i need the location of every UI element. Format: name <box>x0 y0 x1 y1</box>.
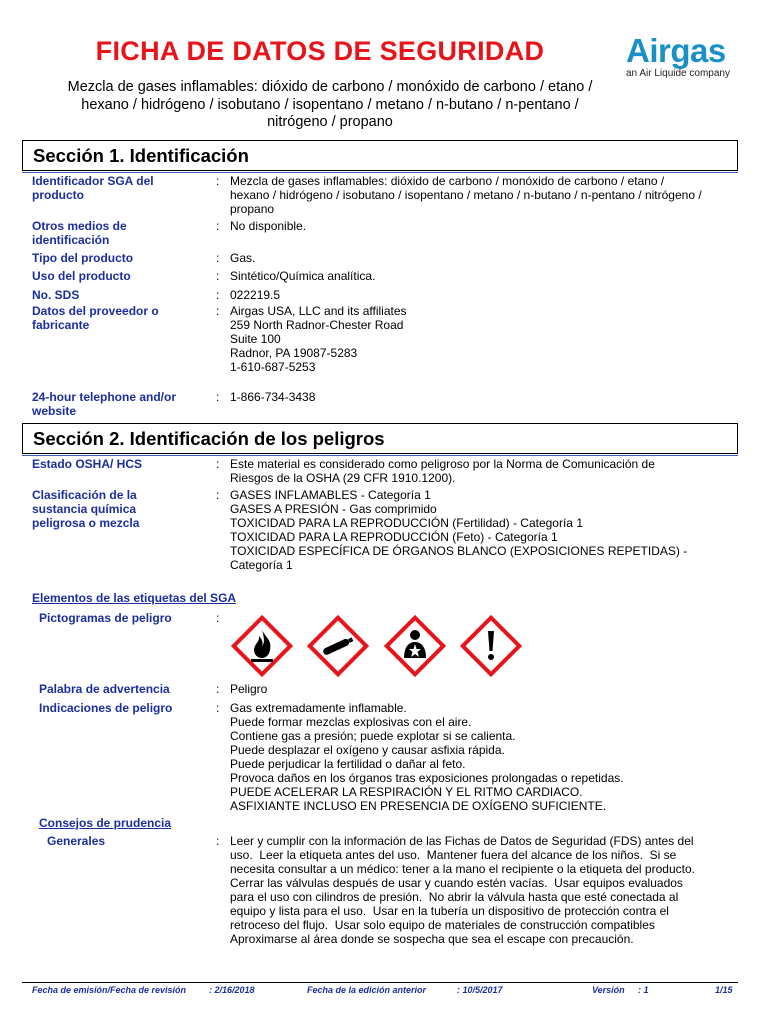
value-line: para el uso con cilindros de presión. No abrir la válvula hasta que esté conectada al <box>230 890 679 904</box>
colon: : <box>216 834 220 848</box>
value-line: TOXICIDAD ESPECÍFICA DE ÓRGANOS BLANCO (EXPOSICIONES REPETIDAS) - <box>230 544 688 558</box>
row-value <box>230 390 742 404</box>
row-label: Palabra de advertencia <box>39 682 170 696</box>
health-hazard-pictogram-icon <box>383 614 447 678</box>
subtitle-line: Mezcla de gases inflamables: dióxido de carbono / monóxido de carbono / etano / <box>67 79 593 95</box>
value-line: TOXICIDAD PARA LA REPRODUCCIÓN (Fertilidad) - Categoría 1 <box>230 516 583 530</box>
value-line: Provoca daños en los órganos tras exposiciones prolongadas o repetidas. <box>230 771 624 785</box>
product-subtitle <box>30 79 630 132</box>
section2-header: Sección 2. Identificación de los peligros <box>22 423 738 454</box>
label-elements-heading: Elementos de las etiquetas del SGA <box>32 591 237 605</box>
value-line: propano <box>230 202 275 216</box>
colon: : <box>216 251 220 265</box>
row-label: Pictogramas de peligro <box>39 611 172 625</box>
value-line: Gas. <box>230 251 256 265</box>
version-number: : 1 <box>638 985 649 995</box>
value-line: 1-610-687-5253 <box>230 360 316 374</box>
colon: : <box>216 304 220 318</box>
value-line: Aproximarse al área donde se sospecha que sea el escape con precaución. <box>230 932 634 946</box>
row-value <box>230 251 742 265</box>
row-value <box>230 269 742 283</box>
value-line: Riesgos de la OSHA (29 CFR 1910.1200). <box>230 471 456 485</box>
previous-edition-label: Fecha de la edición anterior <box>307 985 427 995</box>
colon: : <box>216 390 220 404</box>
value-line: No disponible. <box>230 219 307 233</box>
value-line: Puede formar mezclas explosivas con el aire. <box>230 715 472 729</box>
colon: : <box>216 288 220 302</box>
value-line: Contiene gas a presión; puede explotar si se calienta. <box>230 729 516 743</box>
row-value <box>230 834 742 946</box>
row-label: Datos del proveedor o fabricante <box>32 304 159 332</box>
row-label: Otros medios de identificación <box>32 219 127 247</box>
row-value <box>230 174 742 216</box>
row-value <box>230 682 742 696</box>
row-label: Clasificación de la sustancia química peligrosa o mezcla <box>32 488 140 530</box>
row-value <box>230 701 742 813</box>
row-label: Estado OSHA/ HCS <box>32 457 143 471</box>
document-title: FICHA DE DATOS DE SEGURIDAD <box>95 36 545 66</box>
value-line: Sintético/Química analítica. <box>230 269 376 283</box>
divider <box>22 172 738 173</box>
value-line: Este material es considerado como peligroso por la Norma de Comunicación de <box>230 457 655 471</box>
value-line: 259 North Radnor-Chester Road <box>230 318 404 332</box>
value-line: TOXICIDAD PARA LA REPRODUCCIÓN (Feto) - Categoría 1 <box>230 530 558 544</box>
issue-date-label: Fecha de emisión/Fecha de revisión <box>32 985 187 995</box>
row-label: Generales <box>47 834 106 848</box>
row-value <box>230 488 742 572</box>
colon: : <box>216 701 220 715</box>
footer-divider <box>22 982 738 983</box>
row-value <box>230 288 742 302</box>
row-label: Indicaciones de peligro <box>39 701 173 715</box>
logo-tagline: an Air Liquide company <box>626 68 730 79</box>
colon: : <box>216 219 220 233</box>
row-label: Identificador SGA del producto <box>32 174 154 202</box>
row-value <box>230 457 742 485</box>
divider <box>22 455 738 456</box>
row-value <box>230 304 742 374</box>
subtitle-line: nitrógeno / propano <box>267 114 393 130</box>
value-line: Suite 100 <box>230 332 281 346</box>
colon: : <box>216 174 220 188</box>
value-line: 1-866-734-3438 <box>230 390 316 404</box>
value-line: PUEDE ACELERAR LA RESPIRACIÓN Y EL RITMO CARDIACO. <box>230 785 583 799</box>
value-line: ASFIXIANTE INCLUSO EN PRESENCIA DE OXÍGENO SUFICIENTE. <box>230 799 607 813</box>
value-line: uso. Leer la etiqueta antes del uso. Mantener fuera del alcance de los niños. Si se <box>230 848 677 862</box>
row-label: Uso del producto <box>32 269 131 283</box>
value-line: GASES INFLAMABLES - Categoría 1 <box>230 488 431 502</box>
value-line: Radnor, PA 19087-5283 <box>230 346 358 360</box>
value-line: Gas extremadamente inflamable. <box>230 701 407 715</box>
value-line: equipo y lista para el uso. Usar en la tubería un dispositivo de protección contra el <box>230 904 669 918</box>
value-line: 022219.5 <box>230 288 281 302</box>
gas-cylinder-pictogram-icon <box>306 614 370 678</box>
value-line: Cerrar las válvulas después de usar y cuando estén vacías. Usar equipos evaluados <box>230 876 683 890</box>
flame-pictogram-icon <box>230 614 294 678</box>
value-line: Puede perjudicar la fertilidad o dañar al feto. <box>230 757 466 771</box>
value-line: GASES A PRESIÓN - Gas comprimido <box>230 502 437 516</box>
value-line: Airgas USA, LLC and its affiliates <box>230 304 407 318</box>
value-line: retroceso del flujo. Usar solo equipo de materiales de construcción compatibles <box>230 918 655 932</box>
value-line: necesita consultar a un médico: tener a la mano el recipiente o la etiqueta del producto. <box>230 862 695 876</box>
row-value <box>230 219 742 233</box>
page-number: 1/15 <box>715 985 733 995</box>
colon: : <box>216 611 220 625</box>
logo-word: Airgas <box>626 32 726 69</box>
colon: : <box>216 269 220 283</box>
subtitle-line: hexano / hidrógeno / isobutano / isopentano / metano / n-butano / n-pentano / <box>81 96 579 113</box>
value-line: Puede desplazar el oxígeno y causar asfixia rápida. <box>230 743 505 757</box>
row-label: Tipo del producto <box>32 251 134 265</box>
issue-date: : 2/16/2018 <box>209 985 255 995</box>
value-line: Leer y cumplir con la información de las Fichas de Datos de Seguridad (FDS) antes del <box>230 834 694 848</box>
airgas-logo <box>626 34 746 79</box>
colon: : <box>216 682 220 696</box>
section1-header: Sección 1. Identificación <box>22 140 738 171</box>
previous-edition-date: : 10/5/2017 <box>457 985 503 995</box>
pictogram-row <box>230 614 531 683</box>
value-line: Peligro <box>230 682 268 696</box>
version-label: Versión <box>592 985 625 995</box>
value-line: Mezcla de gases inflamables: dióxido de carbono / monóxido de carbono / etano / <box>230 174 665 188</box>
precautionary-heading: Consejos de prudencia <box>39 816 172 830</box>
row-label: No. SDS <box>32 288 80 302</box>
value-line: Categoría 1 <box>230 558 293 572</box>
row-label: 24-hour telephone and/or website <box>32 390 177 418</box>
colon: : <box>216 488 220 502</box>
exclamation-pictogram-icon <box>459 614 523 678</box>
value-line: hexano / hidrógeno / isobutano / isopentano / metano / n-butano / n-pentano / nitrógeno / <box>230 188 702 202</box>
colon: : <box>216 457 220 471</box>
